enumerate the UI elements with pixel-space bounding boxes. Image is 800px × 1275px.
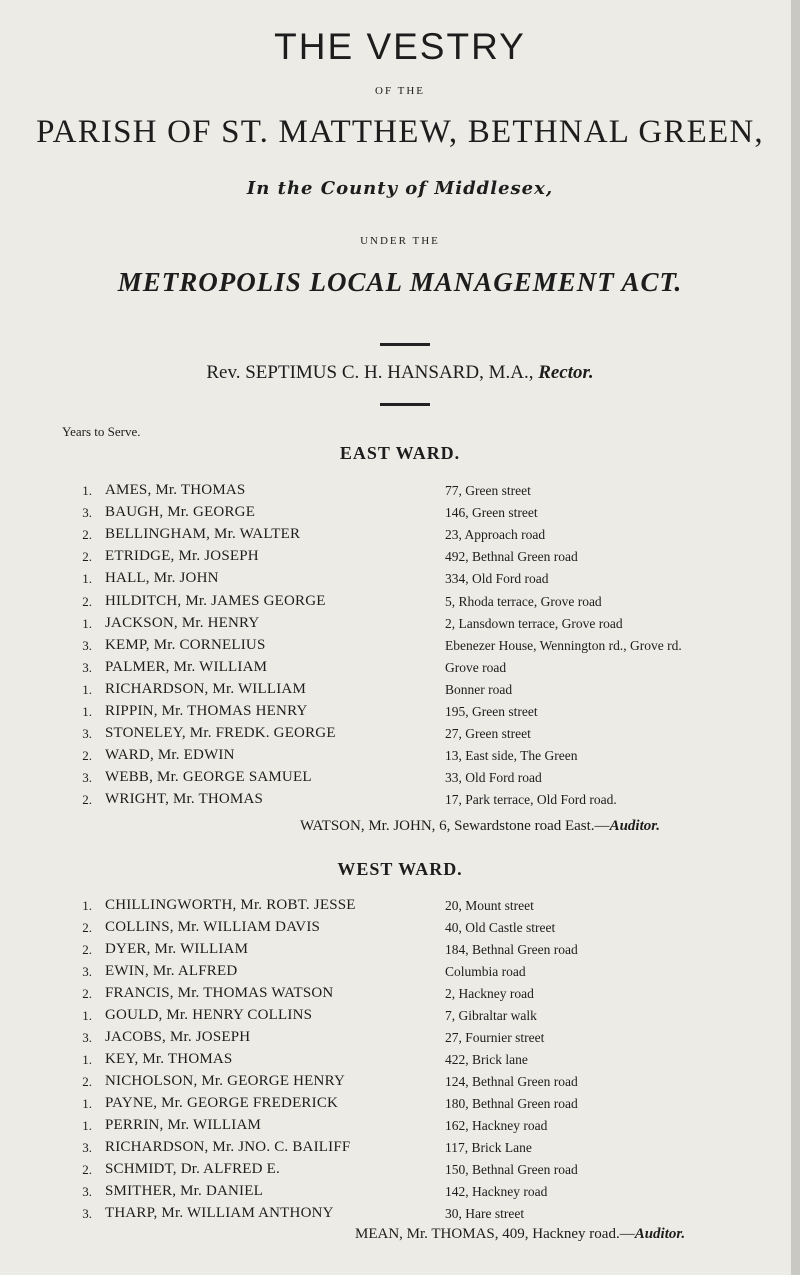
member-address: 422, Brick lane xyxy=(445,1052,528,1067)
years-to-serve: 3. xyxy=(82,1206,92,1221)
member-address: 20, Mount street xyxy=(445,898,534,913)
member-name: COLLINS, Mr. WILLIAM DAVIS xyxy=(105,919,321,935)
member-row xyxy=(0,548,800,570)
member-address: 124, Bethnal Green road xyxy=(445,1074,578,1089)
member-address: 162, Hackney road xyxy=(445,1118,548,1133)
years-to-serve: 2. xyxy=(82,1162,92,1177)
member-row xyxy=(0,1095,800,1117)
member-row xyxy=(0,1007,800,1029)
member-address: 142, Hackney road xyxy=(445,1184,548,1199)
member-address: 2, Lansdown terrace, Grove road xyxy=(445,615,623,631)
member-name: WRIGHT, Mr. THOMAS xyxy=(105,791,264,808)
member-row xyxy=(0,659,800,681)
years-to-serve: 2. xyxy=(82,942,92,957)
east-ward-auditor xyxy=(300,818,660,835)
member-name: WEBB, Mr. GEORGE SAMUEL xyxy=(105,769,312,786)
member-row xyxy=(0,1117,800,1139)
years-to-serve: 2. xyxy=(82,527,92,543)
years-to-serve: 1. xyxy=(82,1052,92,1067)
years-to-serve: 1. xyxy=(82,615,92,631)
west-ward-title: WEST WARD. xyxy=(337,859,463,879)
west-ward-auditor xyxy=(355,1226,685,1243)
member-row xyxy=(0,637,800,659)
member-row xyxy=(0,985,800,1007)
member-row xyxy=(0,1139,800,1161)
member-address: 30, Hare street xyxy=(445,1206,525,1221)
member-address: Ebenezer House, Wennington rd., Grove rd. xyxy=(445,637,682,653)
member-address: 5, Rhoda terrace, Grove road xyxy=(445,593,602,609)
member-name: NICHOLSON, Mr. GEORGE HENRY xyxy=(105,1073,345,1089)
years-to-serve: 3. xyxy=(82,1140,92,1155)
member-row xyxy=(0,703,800,725)
member-address: 27, Fournier street xyxy=(445,1030,545,1045)
of-the-label: OF THE xyxy=(375,85,425,97)
rector-line xyxy=(0,362,800,384)
member-name: SCHMIDT, Dr. ALFRED E. xyxy=(105,1161,280,1177)
member-row xyxy=(0,897,800,919)
member-name: KEMP, Mr. CORNELIUS xyxy=(105,636,266,653)
years-to-serve: 3. xyxy=(82,726,92,742)
member-name: SMITHER, Mr. DANIEL xyxy=(105,1183,263,1199)
years-to-serve: 2. xyxy=(82,748,92,764)
years-to-serve: 2. xyxy=(82,986,92,1001)
member-address: 150, Bethnal Green road xyxy=(445,1162,578,1177)
years-to-serve: 3. xyxy=(82,505,92,521)
years-to-serve: 2. xyxy=(82,920,92,935)
member-name: STONELEY, Mr. FREDK. GEORGE xyxy=(105,725,336,742)
member-name: RICHARDSON, Mr. WILLIAM xyxy=(105,680,306,697)
member-address: 17, Park terrace, Old Ford road. xyxy=(445,792,617,808)
member-name: BAUGH, Mr. GEORGE xyxy=(105,504,256,521)
member-address: 40, Old Castle street xyxy=(445,920,556,935)
document-title: THE VESTRY xyxy=(274,26,526,67)
member-row xyxy=(0,1073,800,1095)
auditor-text: MEAN, Mr. THOMAS, 409, Hackney road.— xyxy=(355,1226,635,1242)
auditor-role: Auditor. xyxy=(634,1226,686,1242)
years-to-serve: 1. xyxy=(82,1118,92,1133)
under-the-label: UNDER THE xyxy=(360,235,440,247)
member-name: DYER, Mr. WILLIAM xyxy=(105,941,249,957)
member-address: 2, Hackney road xyxy=(445,986,534,1001)
member-name: KEY, Mr. THOMAS xyxy=(105,1051,233,1067)
member-address: 117, Brick Lane xyxy=(445,1140,532,1155)
member-row xyxy=(0,725,800,747)
member-address: 180, Bethnal Green road xyxy=(445,1096,578,1111)
years-to-serve: 3. xyxy=(82,659,92,675)
member-name: EWIN, Mr. ALFRED xyxy=(105,963,238,979)
member-row xyxy=(0,681,800,703)
member-name: CHILLINGWORTH, Mr. ROBT. JESSE xyxy=(105,897,356,913)
member-row xyxy=(0,1161,800,1183)
member-name: HALL, Mr. JOHN xyxy=(105,570,219,587)
years-to-serve: 3. xyxy=(82,770,92,786)
east-ward-title: EAST WARD. xyxy=(339,443,461,463)
member-name: GOULD, Mr. HENRY COLLINS xyxy=(105,1007,313,1023)
member-address: Bonner road xyxy=(445,681,513,697)
member-name: JACOBS, Mr. JOSEPH xyxy=(105,1029,251,1045)
member-address: 492, Bethnal Green road xyxy=(445,549,578,565)
member-row xyxy=(0,919,800,941)
member-address: Grove road xyxy=(445,659,507,675)
years-to-serve: 2. xyxy=(82,549,92,565)
auditor-role: Auditor. xyxy=(609,818,661,834)
years-to-serve: 3. xyxy=(82,1184,92,1199)
member-name: RIPPIN, Mr. THOMAS HENRY xyxy=(105,703,308,719)
member-row xyxy=(0,747,800,769)
years-to-serve: 2. xyxy=(82,593,92,609)
years-to-serve: 1. xyxy=(82,898,92,913)
member-name: PAYNE, Mr. GEORGE FREDERICK xyxy=(105,1095,339,1111)
member-row xyxy=(0,1205,800,1227)
member-row xyxy=(0,570,800,592)
years-to-serve: 3. xyxy=(82,1030,92,1045)
member-name: PALMER, Mr. WILLIAM xyxy=(105,658,268,675)
member-row xyxy=(0,941,800,963)
years-to-serve: 1. xyxy=(82,681,92,697)
member-address: 23, Approach road xyxy=(445,527,546,543)
member-address: 27, Green street xyxy=(445,726,531,742)
years-to-serve: 2. xyxy=(82,1074,92,1089)
member-address: 184, Bethnal Green road xyxy=(445,942,578,957)
divider-rule xyxy=(380,403,430,406)
member-row xyxy=(0,791,800,813)
member-row xyxy=(0,769,800,791)
member-name: AMES, Mr. THOMAS xyxy=(105,482,246,498)
years-to-serve: 2. xyxy=(82,792,92,808)
member-row xyxy=(0,482,800,504)
member-row xyxy=(0,615,800,637)
years-to-serve: 1. xyxy=(82,1008,92,1023)
member-name: FRANCIS, Mr. THOMAS WATSON xyxy=(105,985,334,1001)
member-address: 334, Old Ford road xyxy=(445,571,549,587)
member-name: HILDITCH, Mr. JAMES GEORGE xyxy=(105,592,326,609)
years-to-serve: 1. xyxy=(82,571,92,587)
member-address: 33, Old Ford road xyxy=(445,770,542,786)
member-row xyxy=(0,593,800,615)
member-address: 13, East side, The Green xyxy=(445,748,578,764)
member-row xyxy=(0,526,800,548)
member-address: 195, Green street xyxy=(445,704,538,719)
years-to-serve: 3. xyxy=(82,637,92,653)
auditor-text: WATSON, Mr. JOHN, 6, Sewardstone road East.— xyxy=(300,818,610,834)
member-name: PERRIN, Mr. WILLIAM xyxy=(105,1117,262,1133)
years-to-serve: 3. xyxy=(82,964,92,979)
parish-heading: PARISH OF ST. MATTHEW, BETHNAL GREEN, xyxy=(36,114,764,150)
member-name: ETRIDGE, Mr. JOSEPH xyxy=(105,548,259,565)
years-to-serve-label: Years to Serve. xyxy=(62,424,141,439)
member-row xyxy=(0,1183,800,1205)
member-name: WARD, Mr. EDWIN xyxy=(105,747,235,764)
years-to-serve: 1. xyxy=(82,1096,92,1111)
member-address: 146, Green street xyxy=(445,505,538,521)
member-name: BELLINGHAM, Mr. WALTER xyxy=(105,526,301,543)
member-address: 77, Green street xyxy=(445,483,531,498)
years-to-serve: 1. xyxy=(82,704,92,719)
county-line: In the County of Middlesex, xyxy=(246,178,554,199)
act-title: METROPOLIS LOCAL MANAGEMENT ACT. xyxy=(117,267,683,297)
member-address: Columbia road xyxy=(445,964,526,979)
member-name: JACKSON, Mr. HENRY xyxy=(105,614,260,631)
member-row xyxy=(0,1029,800,1051)
rector-role: Rector. xyxy=(538,362,594,383)
member-name: RICHARDSON, Mr. JNO. C. BAILIFF xyxy=(105,1139,351,1155)
member-row xyxy=(0,1051,800,1073)
years-to-serve: 1. xyxy=(82,483,92,498)
member-row xyxy=(0,963,800,985)
member-name: THARP, Mr. WILLIAM ANTHONY xyxy=(105,1205,334,1221)
rector-name: Rev. SEPTIMUS C. H. HANSARD, M.A., xyxy=(206,362,539,383)
divider-rule xyxy=(380,343,430,346)
member-row xyxy=(0,504,800,526)
member-address: 7, Gibraltar walk xyxy=(445,1008,537,1023)
